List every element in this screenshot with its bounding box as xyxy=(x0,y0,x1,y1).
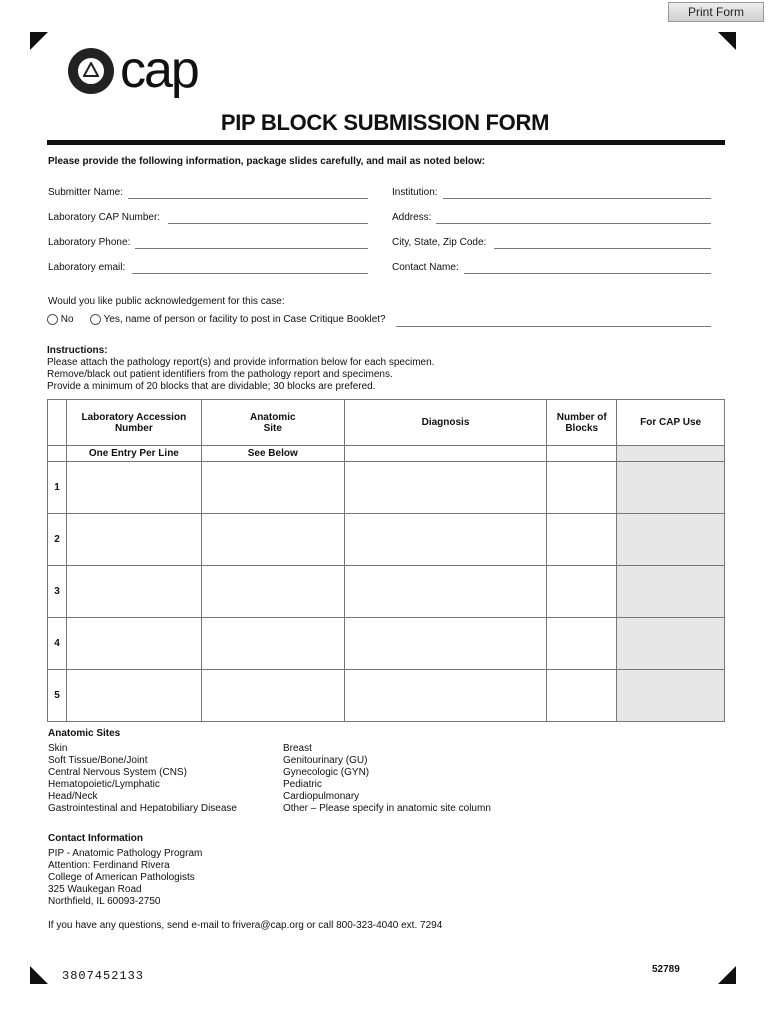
site-cell[interactable] xyxy=(201,514,344,566)
institution-field[interactable] xyxy=(443,198,711,199)
blocks-cell[interactable] xyxy=(547,618,617,670)
row-number: 1 xyxy=(48,462,67,514)
header-cap-use: For CAP Use xyxy=(617,400,725,446)
table-row xyxy=(48,566,725,618)
site-item: Head/Neck xyxy=(48,791,98,802)
instructions-heading: Instructions: xyxy=(47,345,108,356)
city-state-zip-field[interactable] xyxy=(494,248,711,249)
form-title: PIP BLOCK SUBMISSION FORM xyxy=(220,110,550,135)
title-rule xyxy=(47,140,725,145)
contact-line: Attention: Ferdinand Rivera xyxy=(48,860,170,871)
table-row xyxy=(48,462,725,514)
header-site: Anatomic Site xyxy=(201,400,344,446)
site-cell[interactable] xyxy=(201,618,344,670)
accession-cell[interactable] xyxy=(66,670,201,722)
table-row xyxy=(48,670,725,722)
site-item: Skin xyxy=(48,743,68,754)
diagnosis-cell[interactable] xyxy=(344,566,547,618)
contact-name-label: Contact Name: xyxy=(392,262,459,273)
header-diagnosis: Diagnosis xyxy=(344,400,547,446)
acknowledgement-name-field[interactable] xyxy=(396,326,711,327)
table-header-row xyxy=(48,400,725,446)
accession-cell[interactable] xyxy=(66,462,201,514)
lab-phone-field[interactable] xyxy=(135,248,368,249)
cap-use-cell xyxy=(617,566,725,618)
corner-marker-bottom-left xyxy=(30,966,50,986)
questions-text: If you have any questions, send e-mail to frivera@cap.org or call 800-323-4040 ext. 7294 xyxy=(48,920,443,931)
no-radio[interactable] xyxy=(47,314,58,325)
lab-email-field[interactable] xyxy=(132,273,368,274)
specimen-table xyxy=(47,399,725,722)
address-field[interactable] xyxy=(436,223,711,224)
contact-address xyxy=(48,848,202,908)
cap-use-cell xyxy=(617,670,725,722)
cap-use-cell xyxy=(617,514,725,566)
diagnosis-cell[interactable] xyxy=(344,462,547,514)
blocks-cell[interactable] xyxy=(547,670,617,722)
lab-phone-label: Laboratory Phone: xyxy=(48,237,131,248)
site-cell[interactable] xyxy=(201,670,344,722)
cap-use-cell xyxy=(617,462,725,514)
row-number: 2 xyxy=(48,514,67,566)
subheader-accession: One Entry Per Line xyxy=(66,446,201,462)
accession-cell[interactable] xyxy=(66,566,201,618)
lab-email-label: Laboratory email: xyxy=(48,262,126,273)
subheader-site: See Below xyxy=(201,446,344,462)
row-number: 3 xyxy=(48,566,67,618)
header-blocks: Number of Blocks xyxy=(547,400,617,446)
blocks-cell[interactable] xyxy=(547,566,617,618)
contact-line: College of American Pathologists xyxy=(48,872,195,883)
instruction-line: Remove/black out patient identifiers from the pathology report and specimens. xyxy=(47,369,393,380)
cap-use-cell xyxy=(617,618,725,670)
instruction-line: Provide a minimum of 20 blocks that are dividable; 30 blocks are prefered. xyxy=(47,381,376,392)
address-label: Address: xyxy=(392,212,432,223)
diagnosis-cell[interactable] xyxy=(344,514,547,566)
city-state-zip-label: City, State, Zip Code: xyxy=(392,237,487,248)
acknowledgement-question: Would you like public acknowledgement for this case: xyxy=(48,296,285,307)
site-item: Cardiopulmonary xyxy=(283,791,360,802)
anatomic-sites-heading: Anatomic Sites xyxy=(48,728,121,739)
site-item: Gynecologic (GYN) xyxy=(283,767,370,778)
submitter-name-field[interactable] xyxy=(128,198,368,199)
submitter-name-label: Submitter Name: xyxy=(48,187,124,198)
site-item: Central Nervous System (CNS) xyxy=(48,767,187,778)
table-row xyxy=(48,514,725,566)
site-cell[interactable] xyxy=(201,462,344,514)
corner-marker-top-right xyxy=(718,32,738,52)
table-subheader-row xyxy=(48,446,725,462)
blocks-cell[interactable] xyxy=(547,514,617,566)
row-number: 5 xyxy=(48,670,67,722)
site-item: Pediatric xyxy=(283,779,322,790)
contact-heading: Contact Information xyxy=(48,833,143,844)
table-row xyxy=(48,618,725,670)
print-form-button[interactable]: Print Form xyxy=(668,2,764,22)
intro-text: Please provide the following information, package slides carefully, and mail as noted below: xyxy=(48,156,486,167)
header-accession: Laboratory Accession Number xyxy=(66,400,201,446)
accession-cell[interactable] xyxy=(66,514,201,566)
anatomic-sites-col1 xyxy=(48,743,237,815)
contact-line: Northfield, IL 60093-2750 xyxy=(48,896,161,907)
instruction-line: Please attach the pathology report(s) and provide information below for each specimen. xyxy=(47,357,435,368)
contact-line: PIP - Anatomic Pathology Program xyxy=(48,848,203,859)
accession-cell[interactable] xyxy=(66,618,201,670)
institution-label: Institution: xyxy=(392,187,438,198)
barcode-number: 3807452133 xyxy=(62,969,145,983)
site-item: Hematopoietic/Lymphatic xyxy=(48,779,160,790)
instructions xyxy=(47,345,434,393)
blocks-cell[interactable] xyxy=(547,462,617,514)
site-item: Other – Please specify in anatomic site column xyxy=(283,803,491,814)
form-number: 52789 xyxy=(652,964,680,975)
diagnosis-cell[interactable] xyxy=(344,618,547,670)
acknowledgement-yes-option[interactable]: Yes, name of person or facility to post in Case Critique Booklet? xyxy=(90,314,386,325)
yes-radio[interactable] xyxy=(90,314,101,325)
diagnosis-cell[interactable] xyxy=(344,670,547,722)
site-item: Breast xyxy=(283,743,312,754)
acknowledgement-no-option[interactable]: No xyxy=(47,314,74,325)
corner-marker-bottom-right xyxy=(718,966,738,986)
cap-logo-text: cap xyxy=(120,41,198,99)
lab-cap-number-field[interactable] xyxy=(168,223,368,224)
site-item: Soft Tissue/Bone/Joint xyxy=(48,755,148,766)
lab-cap-number-label: Laboratory CAP Number: xyxy=(48,212,161,223)
corner-marker-top-left xyxy=(30,32,50,52)
site-item: Genitourinary (GU) xyxy=(283,755,368,766)
anatomic-sites-col2 xyxy=(283,743,491,815)
row-number: 4 xyxy=(48,618,67,670)
site-cell[interactable] xyxy=(201,566,344,618)
contact-line: 325 Waukegan Road xyxy=(48,884,142,895)
contact-name-field[interactable] xyxy=(464,273,711,274)
site-item: Gastrointestinal and Hepatobiliary Disease xyxy=(48,803,237,814)
